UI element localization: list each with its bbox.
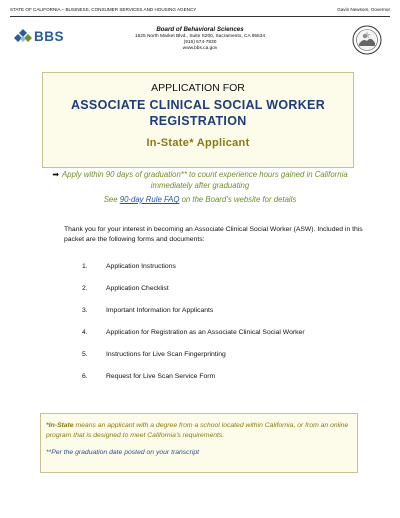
agency-phone: (916) 574-7830 (183, 40, 217, 46)
agency-address: 1625 North Market Blvd., Suite S200, Sacramento, CA 95834 (134, 34, 266, 39)
footnotes-box (40, 413, 358, 473)
list-label: Application Instructions (106, 263, 176, 270)
list-number: 5. (82, 351, 88, 358)
see-faq-line (40, 195, 360, 206)
agency-name: Board of Behavioral Sciences (156, 26, 244, 33)
list-item (82, 284, 169, 293)
intro-paragraph: Thank you for your interest in becoming an Associate Clinical Social Worker (ASW). Included in this packet are the following forms and documents: (64, 226, 363, 243)
list-label: Instructions for Live Scan Fingerprinting (106, 351, 226, 358)
title-line-associate: ASSOCIATE CLINICAL SOCIAL WORKER (70, 98, 326, 112)
title-line-application-for: APPLICATION FOR (151, 82, 245, 94)
see-suffix: on the Board’s website for details (179, 195, 297, 204)
list-number: 3. (82, 307, 88, 314)
agency-website: www.bbs.ca.gov (182, 46, 218, 52)
apply-note (40, 170, 360, 206)
governor-line: Gavin Newsom, Governor (337, 7, 390, 12)
application-title-box (42, 72, 354, 168)
list-number: 2. (82, 285, 88, 292)
state-seal-icon (352, 25, 382, 55)
state-header-bar (10, 6, 390, 17)
title-line-instate: In-State* Applicant (146, 137, 250, 149)
agency-block (90, 26, 310, 53)
list-item (82, 350, 226, 359)
list-item (82, 306, 213, 315)
right-arrow-icon: ➡ (52, 170, 60, 179)
list-item (82, 372, 215, 381)
bbs-logo-text: BBS (34, 28, 65, 44)
list-item (82, 262, 176, 271)
list-number: 4. (82, 329, 88, 336)
agency-line: STATE OF CALIFORNIA – BUSINESS, CONSUMER SERVICES AND HOUSING AGENCY (10, 7, 197, 12)
list-number: 6. (82, 373, 88, 380)
list-label: Application Checklist (106, 285, 169, 292)
instate-text: means an applicant with a degree from a school located within California, or from an online program that is designed to meet California’s requirements. (46, 422, 349, 439)
graduation-note: **Per the graduation date posted on your transcript (46, 449, 200, 456)
title-line-registration: REGISTRATION (149, 113, 247, 128)
bbs-logo-icon (14, 28, 32, 44)
list-label: Application for Registration as an Associate Clinical Social Worker (106, 329, 305, 336)
instate-definition (46, 421, 352, 440)
see-prefix: See (103, 195, 120, 204)
list-number: 1. (82, 263, 88, 270)
instate-term: *In-State (46, 422, 74, 429)
faq-link[interactable]: 90-day Rule FAQ (119, 195, 180, 204)
list-label: Request for Live Scan Service Form (106, 373, 216, 380)
list-item (82, 328, 305, 337)
apply-note-text: Apply within 90 days of graduation** to count experience hours gained in California immediately after graduating (62, 170, 348, 190)
list-label: Important Information for Applicants (106, 307, 214, 314)
bbs-logo (14, 28, 64, 44)
